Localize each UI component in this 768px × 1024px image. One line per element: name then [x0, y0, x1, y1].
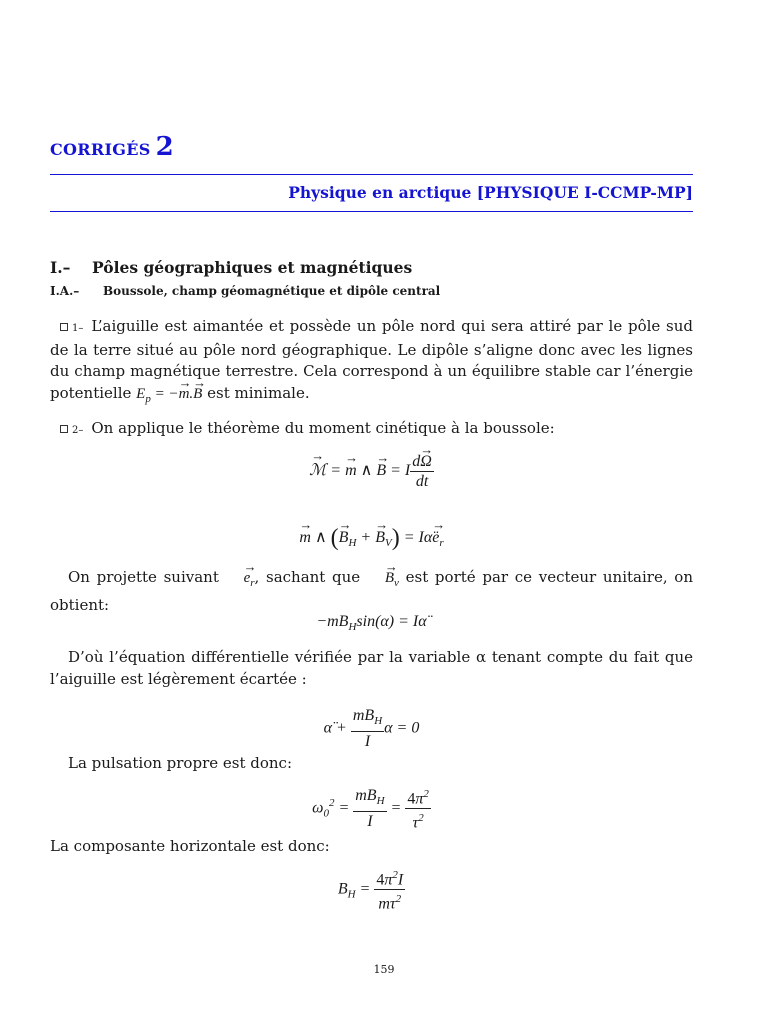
question-2 [50, 418, 693, 442]
chapter-heading [50, 132, 174, 162]
subsection-heading [50, 284, 440, 298]
projection-text-b: , sachant que [254, 568, 361, 586]
question-number: 1– [72, 323, 84, 334]
equation-projection: → m ∧ (→ $B_H$ + → $B_V$) = Iα̈→ $e_r$ [50, 525, 693, 552]
subsection-label: I.A.– [50, 284, 80, 298]
equation-pulsation: $\omega_0^2$ = $\frac{mB_H}{I}$ = $\frac{4\pi^2}{\tau^2}$ [50, 785, 693, 833]
projection-paragraph: On projette suivant → $e_r$, sachant que → $B_v$ est porté par ce vecteur unitaire, on obtient: [50, 567, 693, 616]
differential-paragraph: D’où l’équation différentielle vérifiée par la variable α tenant compte du fait que l’aiguille est légèrement écartée : [50, 648, 693, 688]
pulsation-paragraph: La pulsation propre est donc: [68, 754, 292, 772]
equation-differential: α̈ + $\frac{mB_H}{I}$ α = 0 [323, 707, 420, 751]
page-number: 159 [373, 963, 395, 976]
document-subtitle: Physique en arctique [PHYSIQUE I-CCMP-MP] [288, 183, 693, 202]
chapter-label: CORRIGÉS [50, 140, 151, 159]
energy-formula: $E_p$ = −→ m.→ B [136, 386, 202, 402]
section-label: I.– [50, 258, 71, 277]
equation-moment: → ℳ = → m ∧ → B = I $\frac{d\to \Omega}{dt}$ [50, 452, 693, 491]
equation-scalar: $-mB_H\sin(\alpha)$ = Iα̈ [316, 613, 427, 634]
question-1 [50, 316, 693, 410]
bottom-rule [50, 211, 693, 212]
equation-horizontal: $B_H$ = $\frac{4\pi^2I}{m\tau^2}$ [50, 866, 693, 914]
chapter-number: 2 [155, 132, 174, 162]
subsection-title: Boussole, champ géomagnétique et dipôle central [103, 284, 441, 298]
section-title: Pôles géographiques et magnétiques [92, 258, 413, 277]
top-rule [50, 174, 693, 175]
question-text-tail: est minimale. [207, 383, 310, 402]
horizontal-paragraph: La composante horizontale est donc: [50, 837, 330, 855]
question-text: L’aiguille est aimantée et possède un pôle nord qui sera attiré par le pôle sud de la terre situé au pôle nord géographique. Le dipôle s’aligne donc avec les lignes du champ magnétique terrestre. Cela correspond à un équilibre stable car l’énergie potentielle [50, 317, 693, 402]
checkbox-icon [60, 323, 68, 331]
projection-text-a: On projette suivant [68, 568, 219, 586]
question-text: On applique le théorème du moment cinétique à la boussole: [91, 419, 555, 437]
checkbox-icon [60, 425, 68, 433]
projection-text-c: est porté par ce vecteur unitaire, on obtient: [50, 568, 693, 614]
section-heading [50, 258, 412, 277]
question-number: 2– [72, 425, 84, 436]
